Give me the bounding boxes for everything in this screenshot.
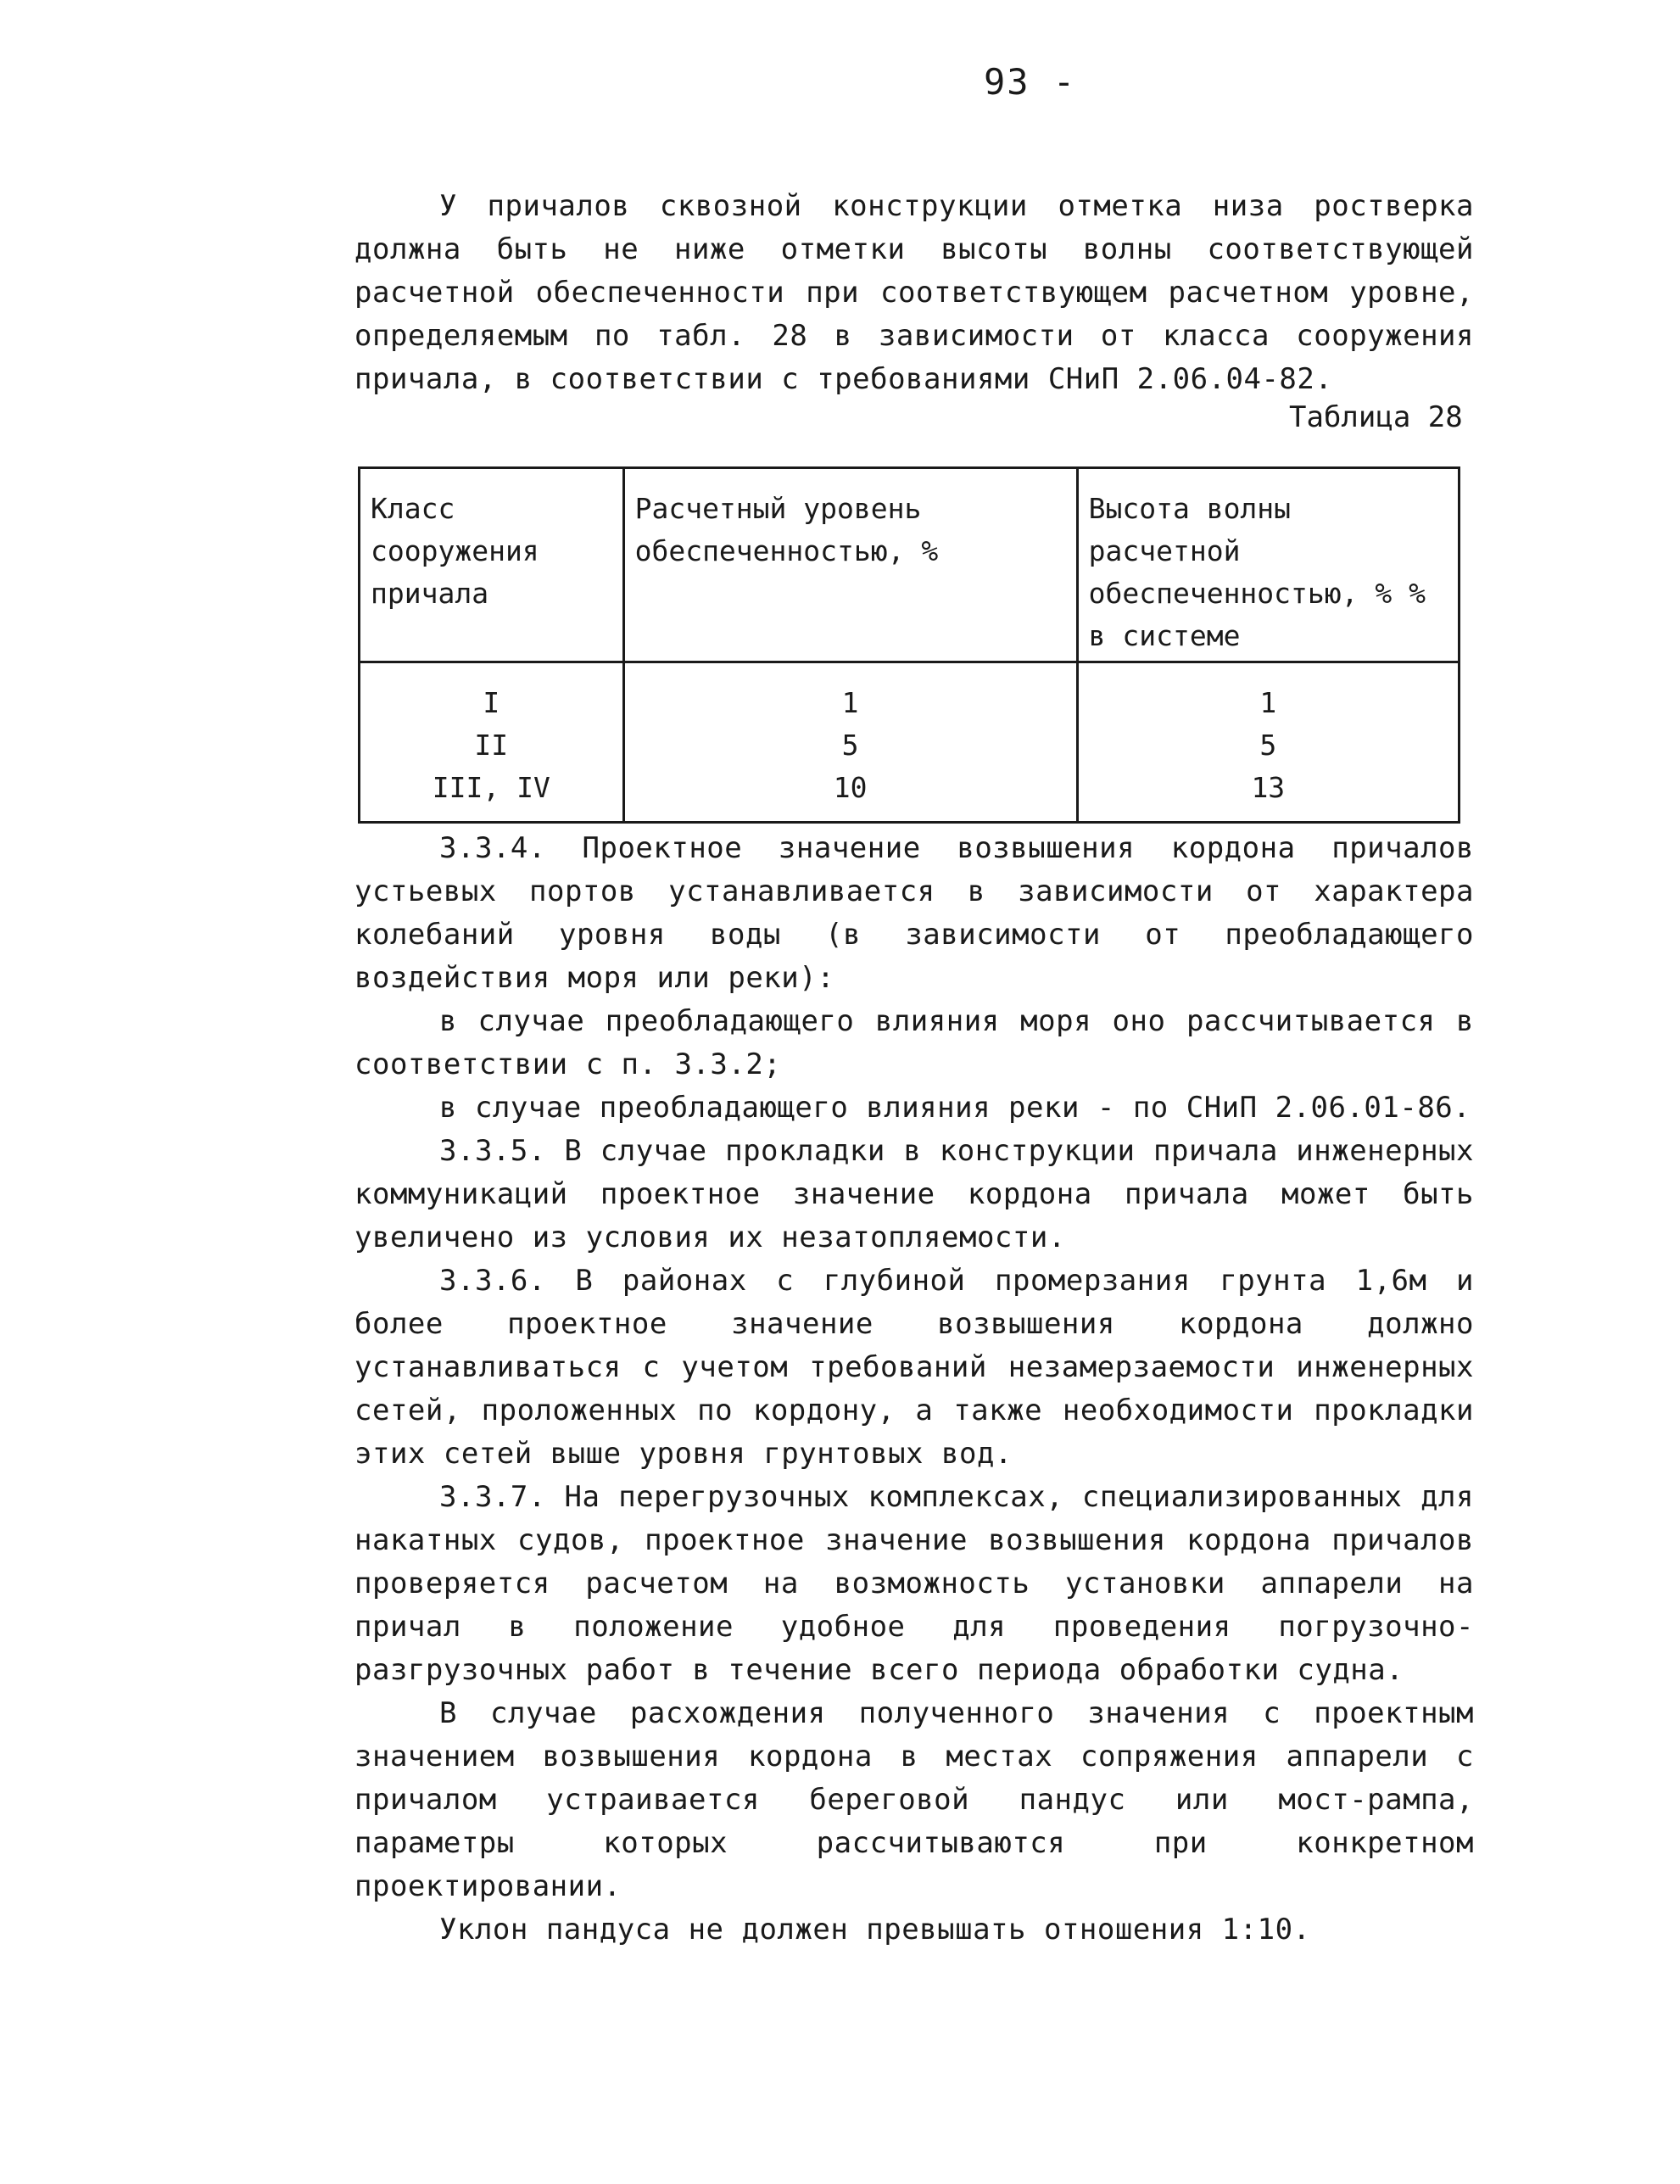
table-header-row (360, 468, 1460, 662)
paragraph-3-3-4: 3.3.4. Проектное значение возвышения кордона причалов устьевых портов устанавливается в зависимости от характера колебаний уровня воды (в зависимости от преобладающего воздействия моря или реки): (354, 831, 1474, 995)
body-section (354, 827, 1474, 1952)
paragraph-river-influence: в случае преобладающего влияния реки - по СНиП 2.06.01-86. (439, 1091, 1471, 1125)
berth-class-table (358, 466, 1460, 824)
table-cell: III, IV (360, 767, 624, 823)
paragraph-3-3-6: 3.3.6. В районах с глубиной промерзания грунта 1,6м и более проектное значение возвышения кордона должно устанавливаться с учетом требований незамерзаемости инженерных сетей, проложенных по кордону, а также необходимости прокладки этих сетей выше уровня грунтовых вод. (354, 1264, 1474, 1471)
table-cell: 10 (623, 767, 1077, 823)
intro-paragraph: У причалов сквозной конструкции отметка низа ростверка должна быть не ниже отметки высоты волны соответствующей расчетной обеспеченности при соответствующем расчетном уровне, определяемым по табл. 28 в зависимости от класса сооружения причала, в соответствии с требованиями СНиП 2.06.04-82. (354, 189, 1474, 396)
table-cell: 1 (623, 662, 1077, 725)
table-cell: 1 (1077, 662, 1459, 725)
table-cell: 5 (1077, 724, 1459, 767)
table-row (360, 662, 1460, 725)
table-header-cell: Расчетный уровень обеспеченностью, % (623, 468, 1077, 662)
paragraph-3-3-5: 3.3.5. В случае прокладки в конструкции причала инженерных коммуникаций проектное значение кордона причала может быть увеличено из условия их незатопляемости. (354, 1134, 1474, 1254)
intro-section (354, 185, 1474, 401)
paragraph-discrepancy: В случае расхождения полученного значения с проектным значением возвышения кордона в местах сопряжения аппарели с причалом устраивается береговой пандус или мост-рампа, параметры которых рассчитываются при конкретном проектировании. (354, 1696, 1474, 1903)
table-header-cell: Класс сооружения причала (360, 468, 624, 662)
table-header-cell: Высота волны расчетной обеспеченностью, % % в системе (1077, 468, 1459, 662)
table-cell: I (360, 662, 624, 725)
table-row (360, 724, 1460, 767)
table-caption: Таблица 28 (1289, 400, 1463, 434)
table-cell: 5 (623, 724, 1077, 767)
page-number: 93 - (984, 61, 1077, 103)
table-row (360, 767, 1460, 823)
table-cell: 13 (1077, 767, 1459, 823)
paragraph-3-3-7: 3.3.7. На перегрузочных комплексах, специализированных для накатных судов, проектное значение возвышения кордона причалов проверяется расчетом на возможность установки аппарели на причал в положение удобное для проведения погрузочно-разгрузочных работ в течение всего периода обработки судна. (354, 1480, 1474, 1687)
paragraph-ramp-slope: Уклон пандуса не должен превышать отношения 1:10. (439, 1913, 1311, 1947)
paragraph-sea-influence: в случае преобладающего влияния моря оно рассчитывается в соответствии с п. 3.3.2; (354, 1004, 1474, 1081)
table-cell: II (360, 724, 624, 767)
